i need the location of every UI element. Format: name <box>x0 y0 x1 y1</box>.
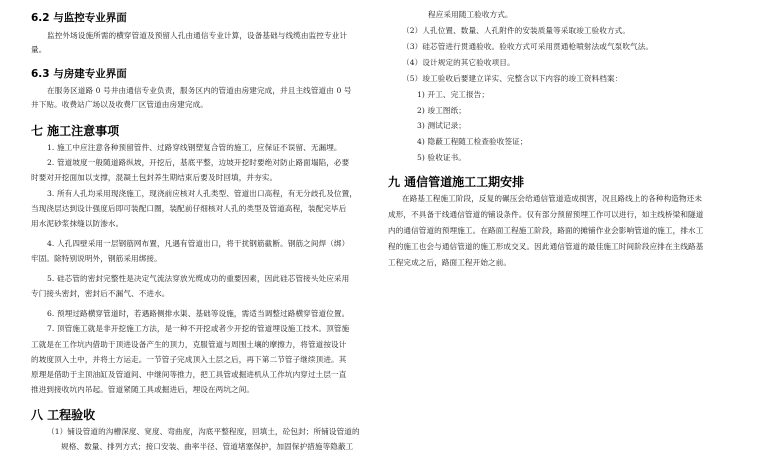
paragraph-line: 程的施工也会与通信管道的施工形成交叉。因此通信管道的最佳施工时间阶段应排在主线路基 <box>388 242 704 251</box>
paragraph-line: 量。 <box>31 45 47 54</box>
paragraph-line: 1. 施工中应注意各种预留管件、过路穿线钢塑复合管的施工，应保证不误留、无漏埋。 <box>47 143 342 152</box>
heading-6-2: 6.2 与监控专业界面 <box>31 12 127 24</box>
paragraph-line: 的坡度顶入土中，并将土方运走。一节管子完成顶入土层之后，再下第二节管子继续顶进。其 <box>31 355 347 364</box>
sub-list-item: 5) 验收证书。 <box>417 153 466 162</box>
right-column <box>381 0 760 459</box>
list-item: （5）竣工验收后要建立详实、完整含以下内容的竣工资料档案： <box>402 74 623 83</box>
paragraph-line: 成形，不具备干线通信管道的铺设条件。仅有部分预留预埋工作可以进行，如主线桥梁和隧道 <box>388 210 704 219</box>
paragraph-line: 程应采用随工验收方式。 <box>428 10 513 19</box>
paragraph-line: 4. 人孔四壁采用一层钢筋网布置，凡遇有管道出口，将干扰钢筋截断。钢筋之间焊（绑） <box>47 239 350 248</box>
paragraph-line: 在路基工程施工阶段，反复的碾压会给通信管道造成损害，况且路线上的各种构造物还未 <box>402 194 703 203</box>
list-item: （3）硅芯管进行贯通验收。验收方式可采用贯通枪喷射法或气泵吹气法。 <box>402 42 654 51</box>
heading-6-3: 6.3 与房建专业界面 <box>31 68 127 80</box>
paragraph-line: 6. 预埋过路横穿管道时，若遇路侧排水渠、基础等设施，需适当调整过路横穿管道位置。 <box>47 309 350 318</box>
sub-list-item: 4) 隐蔽工程随工检查验收签证； <box>417 137 528 146</box>
heading-7: 七 施工注意事项 <box>31 124 120 138</box>
paragraph-line: 内的通信管道的预埋施工。在路面工程施工阶段，路面的摊铺作业会影响管道的施工，排水工 <box>388 226 704 235</box>
paragraph-line: 牢固。除特别说明外，钢筋采用绑接。 <box>31 254 162 263</box>
paragraph-line: 用水泥砂浆抹缝以防渗水。 <box>31 219 124 228</box>
heading-8: 八 工程验收 <box>31 408 96 422</box>
list-item: （2）人孔位置、数量、人孔附件的安装质量等采取竣工验收方式。 <box>402 26 631 35</box>
list-item: （4）设计规定的其它验收项目。 <box>402 58 515 67</box>
paragraph-line: 监控外场设施所需的横穿管道及预留人孔由通信专业计算，设备基础与线缆由监控专业计 <box>47 31 348 40</box>
paragraph-line: 推进到接收坑内吊起。管道紧随工具或掘进后，埋设在两坑之间。 <box>31 385 255 394</box>
paragraph-line: 原理是借助于主顶油缸及管道间、中继间等推力，把工具管或掘进机从工作坑内穿过土层一直 <box>31 370 347 379</box>
paragraph-line: 当现浇层达到设计强度后即可装配口圈，装配前仔细核对人孔的类型及管道高程，装配完毕后 <box>31 204 347 213</box>
paragraph-line: 5. 硅芯管的密封完整性是决定气流法穿放光缆成功的重要因素，因此硅芯管接头处应采用 <box>47 274 350 283</box>
paragraph-line: 井下贴。收费站广场以及收费厂区管道由房建完成。 <box>31 100 208 109</box>
sub-list-item: 3) 测试记录； <box>417 121 466 130</box>
paragraph-line: 规格、数量、排列方式；接口安装、曲率半径、管道堵塞保护，加固保护措施等隐蔽工 <box>61 442 354 451</box>
paragraph-line: （1）铺设管道的沟槽深度、宽度、弯曲度，沟底平整程度，回填土，砼包封；所铺设管道的 <box>47 427 360 436</box>
paragraph-line: 在服务区道路 0 号井由通信专业负责，服务区内的管道由房建完成，并且主线管道由 0 号 <box>47 86 352 95</box>
paragraph-line: 专门接头密封，密封后不漏气、不进水。 <box>31 289 170 298</box>
sub-list-item: 2) 竣工图纸； <box>417 106 466 115</box>
paragraph-line: 工就是在工作坑内借助于顶进设备产生的顶力，克服管道与周围土壤的摩擦力，将管道按设计 <box>31 340 347 349</box>
paragraph-line: 2. 管道坡度一般随道路纵坡，开挖后，基底平整，边坡开挖时要绝对防止路面塌陷，必要 <box>47 158 350 167</box>
paragraph-line: 3. 所有人孔均采用现浇施工，现浇前应核对人孔类型、管道出口高程，有无分歧孔及位置， <box>47 189 358 198</box>
paragraph-line: 7. 顶管施工就是非开挖施工方法，是一种不开挖或者少开挖的管道埋设施工技术。顶管施 <box>47 324 350 333</box>
paragraph-line: 时要对开挖面加以支撑，混凝土包封养生期结束后要及时回填，并夯实。 <box>31 173 278 182</box>
heading-9: 九 通信管道施工工期安排 <box>388 175 525 189</box>
paragraph-line: 工程完成之后，路面工程开始之前。 <box>388 258 512 267</box>
sub-list-item: 1) 开工、完工报告； <box>417 90 490 99</box>
